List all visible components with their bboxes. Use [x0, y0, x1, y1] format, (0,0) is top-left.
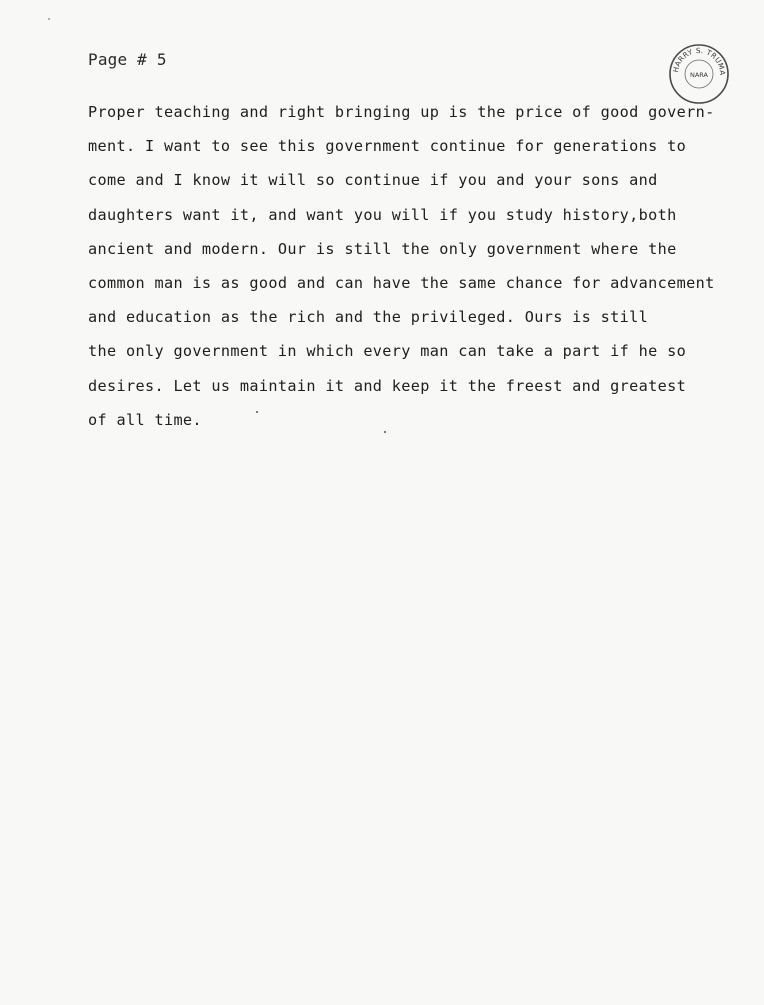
text-line: daughters want it, and want you will if you study history,both — [88, 205, 677, 224]
archive-seal-icon — [668, 43, 730, 105]
letter-body — [88, 99, 738, 441]
stamp-center-text: NARA — [689, 71, 709, 79]
paper-speck — [256, 411, 258, 413]
stamp-arc-text: HARRY S. TRUMA — [670, 45, 728, 76]
text-line: Proper teaching and right bringing up is the price of good govern- — [88, 103, 715, 121]
text-line: ancient and modern. Our is still the only government where the — [88, 239, 677, 258]
paper-speck — [48, 18, 50, 20]
text-line: desires. Let us maintain it and keep it the freest and greatest — [88, 376, 687, 395]
text-line: and education as the rich and the privileged. Ours is still — [88, 308, 649, 327]
paper-speck — [384, 431, 386, 433]
page-number: Page # 5 — [88, 50, 167, 69]
text-line: common man is as good and can have the same chance for advancement — [88, 273, 715, 292]
text-line: ment. I want to see this government continue for generations to — [88, 137, 687, 156]
text-line: come and I know it will so continue if you and your sons and — [88, 171, 658, 190]
text-line: of all time. — [88, 410, 202, 429]
text-line: the only government in which every man can take a part if he so — [88, 342, 687, 361]
